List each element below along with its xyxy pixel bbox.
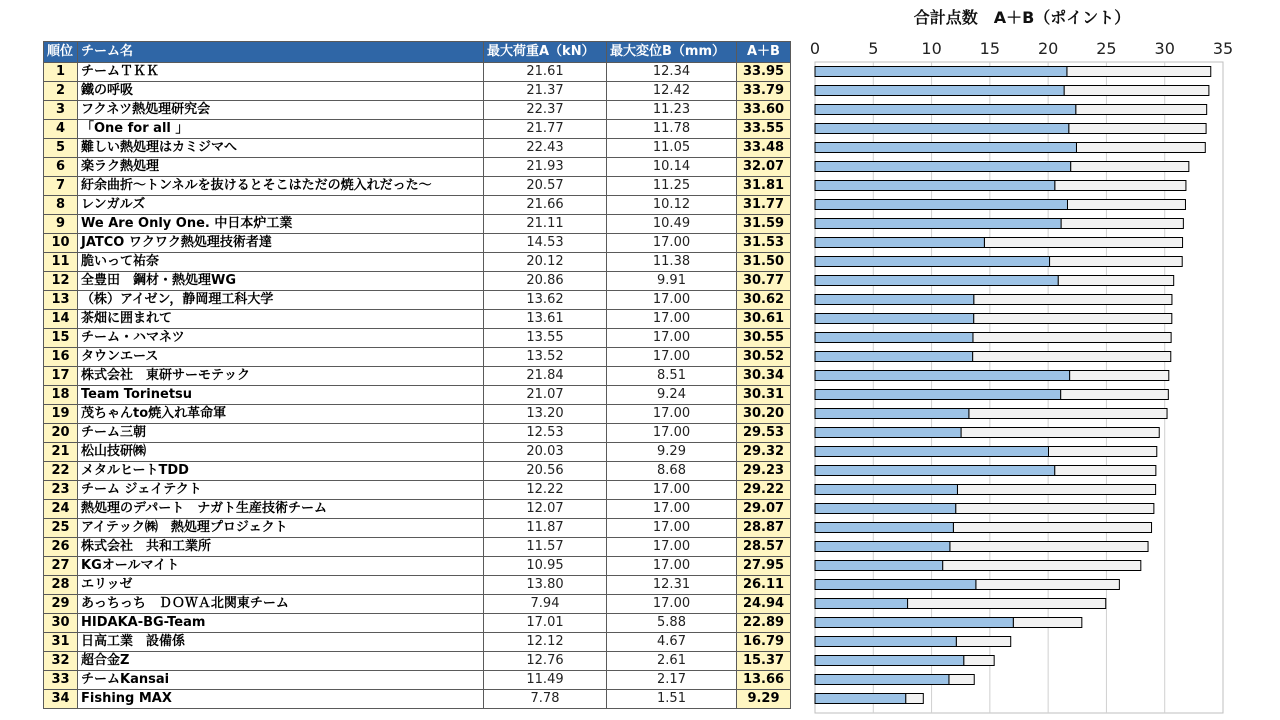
team-name-cell: 株式会社 共和工業所 bbox=[78, 538, 484, 557]
team-name-cell: チーム ジェイテクト bbox=[78, 481, 484, 500]
rank-cell: 16 bbox=[44, 348, 78, 367]
max-displacement-cell: 11.05 bbox=[607, 139, 737, 158]
bar-group bbox=[815, 219, 1183, 229]
bar-group bbox=[815, 371, 1169, 381]
total-score-cell: 33.48 bbox=[737, 139, 791, 158]
total-score-cell: 29.32 bbox=[737, 443, 791, 462]
max-displacement-cell: 17.00 bbox=[607, 405, 737, 424]
x-tick-label: 20 bbox=[1037, 39, 1059, 58]
bar-segment-a bbox=[815, 618, 1013, 628]
bar-segment-b bbox=[1076, 143, 1205, 153]
team-name-cell: チーム・ハマネツ bbox=[78, 329, 484, 348]
bar-group bbox=[815, 637, 1011, 647]
team-name-cell: We Are Only One. 中日本炉工業 bbox=[78, 215, 484, 234]
bar-segment-b bbox=[974, 314, 1172, 324]
max-load-cell: 13.61 bbox=[484, 310, 607, 329]
bar-segment-a bbox=[815, 485, 957, 495]
total-score-cell: 31.53 bbox=[737, 234, 791, 253]
total-score-cell: 30.55 bbox=[737, 329, 791, 348]
header-total: A＋B bbox=[737, 42, 791, 63]
rank-cell: 10 bbox=[44, 234, 78, 253]
bar-segment-a bbox=[815, 371, 1070, 381]
team-name-cell: 鐵の呼吸 bbox=[78, 82, 484, 101]
max-load-cell: 10.95 bbox=[484, 557, 607, 576]
bar-segment-a bbox=[815, 86, 1064, 96]
bar-segment-a bbox=[815, 466, 1055, 476]
bar-segment-b bbox=[974, 295, 1172, 305]
max-load-cell: 22.43 bbox=[484, 139, 607, 158]
rank-cell: 24 bbox=[44, 500, 78, 519]
bar-group bbox=[815, 314, 1172, 324]
team-name-cell: 難しい熱処理はカミジマへ bbox=[78, 139, 484, 158]
rank-cell: 1 bbox=[44, 63, 78, 82]
bar-segment-b bbox=[969, 409, 1167, 419]
max-load-cell: 12.53 bbox=[484, 424, 607, 443]
rank-cell: 34 bbox=[44, 690, 78, 709]
team-name-cell: エリッゼ bbox=[78, 576, 484, 595]
team-name-cell: メタルヒートTDD bbox=[78, 462, 484, 481]
max-displacement-cell: 11.25 bbox=[607, 177, 737, 196]
rank-cell: 25 bbox=[44, 519, 78, 538]
total-score-cell: 33.60 bbox=[737, 101, 791, 120]
bar-segment-b bbox=[1067, 67, 1211, 77]
max-load-cell: 12.22 bbox=[484, 481, 607, 500]
max-load-cell: 13.80 bbox=[484, 576, 607, 595]
team-name-cell: 紆余曲折～トンネルを抜けるとそこはただの焼入れだった～ bbox=[78, 177, 484, 196]
team-name-cell: （株）アイゼン，静岡理工科大学 bbox=[78, 291, 484, 310]
bar-segment-a bbox=[815, 675, 949, 685]
max-load-cell: 11.87 bbox=[484, 519, 607, 538]
bar-segment-b bbox=[943, 561, 1141, 571]
bar-segment-a bbox=[815, 637, 956, 647]
bar-group bbox=[815, 67, 1211, 77]
bar-group bbox=[815, 105, 1207, 115]
bar-segment-a bbox=[815, 561, 943, 571]
bar-segment-b bbox=[950, 542, 1148, 552]
grid-lines bbox=[815, 62, 1223, 713]
team-name-cell: 株式会社 東研サーモテック bbox=[78, 367, 484, 386]
total-score-cell: 30.62 bbox=[737, 291, 791, 310]
total-score-cell: 30.20 bbox=[737, 405, 791, 424]
rank-cell: 12 bbox=[44, 272, 78, 291]
bar-group bbox=[815, 390, 1168, 400]
max-displacement-cell: 17.00 bbox=[607, 329, 737, 348]
bar-segment-b bbox=[984, 238, 1182, 248]
total-score-cell: 26.11 bbox=[737, 576, 791, 595]
rank-cell: 33 bbox=[44, 671, 78, 690]
bar-segment-a bbox=[815, 599, 908, 609]
total-score-cell: 31.50 bbox=[737, 253, 791, 272]
rank-cell: 29 bbox=[44, 595, 78, 614]
bar-segment-a bbox=[815, 257, 1050, 267]
rank-cell: 15 bbox=[44, 329, 78, 348]
max-load-cell: 20.56 bbox=[484, 462, 607, 481]
total-score-cell: 30.52 bbox=[737, 348, 791, 367]
bar-segment-b bbox=[1071, 162, 1189, 172]
total-score-cell: 30.31 bbox=[737, 386, 791, 405]
x-axis-ticks bbox=[810, 39, 1233, 58]
header-max-displacement-b: 最大変位B（mm） bbox=[607, 42, 737, 63]
max-displacement-cell: 2.61 bbox=[607, 652, 737, 671]
bar-group bbox=[815, 86, 1209, 96]
bar-group bbox=[815, 618, 1082, 628]
team-name-cell: チーム三朝 bbox=[78, 424, 484, 443]
max-displacement-cell: 12.34 bbox=[607, 63, 737, 82]
bar-segment-b bbox=[956, 637, 1010, 647]
max-displacement-cell: 9.91 bbox=[607, 272, 737, 291]
rank-cell: 27 bbox=[44, 557, 78, 576]
header-max-load-a: 最大荷重A（kN） bbox=[484, 42, 607, 63]
x-tick-label: 30 bbox=[1154, 39, 1175, 58]
bar-segment-b bbox=[949, 675, 974, 685]
max-displacement-cell: 17.00 bbox=[607, 557, 737, 576]
rank-cell: 9 bbox=[44, 215, 78, 234]
bar-segment-a bbox=[815, 694, 906, 704]
bar-segment-b bbox=[1064, 86, 1209, 96]
bar-segment-b bbox=[961, 428, 1159, 438]
bar-group bbox=[815, 257, 1182, 267]
max-displacement-cell: 8.68 bbox=[607, 462, 737, 481]
max-load-cell: 12.07 bbox=[484, 500, 607, 519]
bar-segment-a bbox=[815, 447, 1048, 457]
plot-frame bbox=[815, 62, 1223, 713]
bar-segment-b bbox=[1067, 200, 1185, 210]
team-name-cell: レンガルズ bbox=[78, 196, 484, 215]
max-displacement-cell: 12.42 bbox=[607, 82, 737, 101]
rank-cell: 2 bbox=[44, 82, 78, 101]
rank-cell: 5 bbox=[44, 139, 78, 158]
max-load-cell: 12.76 bbox=[484, 652, 607, 671]
bar-segment-a bbox=[815, 219, 1061, 229]
bar-group bbox=[815, 466, 1156, 476]
chart-title: 合計点数 A＋B（ポイント） bbox=[913, 8, 1131, 27]
max-displacement-cell: 1.51 bbox=[607, 690, 737, 709]
max-load-cell: 14.53 bbox=[484, 234, 607, 253]
bar-segment-b bbox=[1058, 276, 1174, 286]
bar-group bbox=[815, 238, 1183, 248]
team-name-cell: 脆いって祐奈 bbox=[78, 253, 484, 272]
rank-cell: 31 bbox=[44, 633, 78, 652]
bar-segment-a bbox=[815, 656, 964, 666]
rank-cell: 4 bbox=[44, 120, 78, 139]
max-load-cell: 20.86 bbox=[484, 272, 607, 291]
max-displacement-cell: 17.00 bbox=[607, 500, 737, 519]
max-displacement-cell: 17.00 bbox=[607, 519, 737, 538]
bar-segment-a bbox=[815, 181, 1055, 191]
rank-cell: 32 bbox=[44, 652, 78, 671]
bar-segment-a bbox=[815, 428, 961, 438]
bar-segment-b bbox=[1050, 257, 1183, 267]
bar-segment-a bbox=[815, 238, 984, 248]
bar-segment-a bbox=[815, 523, 953, 533]
max-load-cell: 20.03 bbox=[484, 443, 607, 462]
bar-segment-b bbox=[953, 523, 1151, 533]
total-score-cell: 27.95 bbox=[737, 557, 791, 576]
x-tick-label: 0 bbox=[809, 39, 821, 58]
team-name-cell: 日高工業 設備係 bbox=[78, 633, 484, 652]
total-score-cell: 13.66 bbox=[737, 671, 791, 690]
total-score-cell: 33.79 bbox=[737, 82, 791, 101]
max-displacement-cell: 2.17 bbox=[607, 671, 737, 690]
bar-group bbox=[815, 333, 1171, 343]
max-load-cell: 17.01 bbox=[484, 614, 607, 633]
bar-group bbox=[815, 447, 1157, 457]
total-score-cell: 31.59 bbox=[737, 215, 791, 234]
total-score-cell: 29.07 bbox=[737, 500, 791, 519]
bar-segment-b bbox=[1061, 219, 1183, 229]
team-name-cell: HIDAKA-BG-Team bbox=[78, 614, 484, 633]
bar-group bbox=[815, 694, 923, 704]
bar-segment-a bbox=[815, 314, 974, 324]
bar-segment-b bbox=[976, 580, 1119, 590]
bar-group bbox=[815, 181, 1186, 191]
bar-segment-b bbox=[1055, 181, 1186, 191]
max-displacement-cell: 17.00 bbox=[607, 234, 737, 253]
team-name-cell: タウンエース bbox=[78, 348, 484, 367]
team-name-cell: 茶畑に囲まれて bbox=[78, 310, 484, 329]
max-displacement-cell: 17.00 bbox=[607, 310, 737, 329]
bar-segment-a bbox=[815, 143, 1076, 153]
max-load-cell: 21.84 bbox=[484, 367, 607, 386]
bar-segment-a bbox=[815, 580, 976, 590]
bars bbox=[815, 67, 1211, 704]
bar-group bbox=[815, 675, 974, 685]
max-displacement-cell: 12.31 bbox=[607, 576, 737, 595]
rank-cell: 28 bbox=[44, 576, 78, 595]
bar-segment-b bbox=[1013, 618, 1082, 628]
total-score-cell: 30.77 bbox=[737, 272, 791, 291]
team-name-cell: JATCO ワクワク熱処理技術者達 bbox=[78, 234, 484, 253]
x-tick-label: 15 bbox=[979, 39, 1001, 58]
rank-cell: 3 bbox=[44, 101, 78, 120]
bar-segment-b bbox=[1048, 447, 1156, 457]
rank-cell: 17 bbox=[44, 367, 78, 386]
rank-cell: 13 bbox=[44, 291, 78, 310]
total-score-cell: 33.55 bbox=[737, 120, 791, 139]
rank-cell: 22 bbox=[44, 462, 78, 481]
bar-segment-b bbox=[956, 504, 1154, 514]
bar-group bbox=[815, 504, 1154, 514]
rank-cell: 21 bbox=[44, 443, 78, 462]
bar-segment-a bbox=[815, 162, 1071, 172]
bar-group bbox=[815, 352, 1171, 362]
bar-group bbox=[815, 542, 1148, 552]
max-displacement-cell: 17.00 bbox=[607, 538, 737, 557]
max-displacement-cell: 10.12 bbox=[607, 196, 737, 215]
max-displacement-cell: 5.88 bbox=[607, 614, 737, 633]
max-displacement-cell: 11.23 bbox=[607, 101, 737, 120]
bar-segment-b bbox=[906, 694, 924, 704]
bar-segment-b bbox=[964, 656, 994, 666]
bar-group bbox=[815, 295, 1172, 305]
x-tick-label: 35 bbox=[1212, 39, 1234, 58]
max-load-cell: 20.57 bbox=[484, 177, 607, 196]
bar-segment-b bbox=[1055, 466, 1156, 476]
total-score-cell: 29.22 bbox=[737, 481, 791, 500]
total-score-cell: 30.34 bbox=[737, 367, 791, 386]
max-displacement-cell: 11.38 bbox=[607, 253, 737, 272]
rank-cell: 23 bbox=[44, 481, 78, 500]
max-load-cell: 13.20 bbox=[484, 405, 607, 424]
bar-group bbox=[815, 409, 1167, 419]
total-score-cell: 15.37 bbox=[737, 652, 791, 671]
rank-cell: 8 bbox=[44, 196, 78, 215]
rank-cell: 14 bbox=[44, 310, 78, 329]
bar-segment-a bbox=[815, 504, 956, 514]
bar-group bbox=[815, 599, 1106, 609]
team-name-cell: Fishing MAX bbox=[78, 690, 484, 709]
max-displacement-cell: 4.67 bbox=[607, 633, 737, 652]
total-score-cell: 31.81 bbox=[737, 177, 791, 196]
team-name-cell: アイテック㈱ 熱処理プロジェクト bbox=[78, 519, 484, 538]
team-name-cell: 熱処理のデパート ナガト生産技術チーム bbox=[78, 500, 484, 519]
x-tick-label: 10 bbox=[921, 39, 942, 58]
max-load-cell: 21.37 bbox=[484, 82, 607, 101]
rank-cell: 6 bbox=[44, 158, 78, 177]
max-displacement-cell: 9.24 bbox=[607, 386, 737, 405]
rank-cell: 19 bbox=[44, 405, 78, 424]
max-displacement-cell: 17.00 bbox=[607, 481, 737, 500]
max-displacement-cell: 9.29 bbox=[607, 443, 737, 462]
bar-group bbox=[815, 428, 1159, 438]
bar-group bbox=[815, 162, 1189, 172]
bar-segment-a bbox=[815, 295, 974, 305]
bar-segment-b bbox=[1070, 371, 1169, 381]
total-score-cell: 33.95 bbox=[737, 63, 791, 82]
team-name-cell: 松山技研㈱ bbox=[78, 443, 484, 462]
total-score-cell: 28.57 bbox=[737, 538, 791, 557]
team-name-cell: Team Torinetsu bbox=[78, 386, 484, 405]
max-displacement-cell: 17.00 bbox=[607, 291, 737, 310]
rank-cell: 7 bbox=[44, 177, 78, 196]
x-tick-label: 25 bbox=[1096, 39, 1117, 58]
bar-group bbox=[815, 580, 1119, 590]
bar-segment-a bbox=[815, 352, 973, 362]
bar-group bbox=[815, 276, 1174, 286]
max-load-cell: 11.57 bbox=[484, 538, 607, 557]
bar-segment-a bbox=[815, 105, 1076, 115]
rank-cell: 30 bbox=[44, 614, 78, 633]
max-load-cell: 21.66 bbox=[484, 196, 607, 215]
team-name-cell: 楽ラク熱処理 bbox=[78, 158, 484, 177]
rank-cell: 18 bbox=[44, 386, 78, 405]
max-displacement-cell: 17.00 bbox=[607, 424, 737, 443]
team-name-cell: 「One for all 」 bbox=[78, 120, 484, 139]
bar-segment-b bbox=[1061, 390, 1169, 400]
bar-segment-b bbox=[957, 485, 1155, 495]
team-name-cell: 全豊田 鋼材・熱処理WG bbox=[78, 272, 484, 291]
bar-group bbox=[815, 200, 1185, 210]
max-displacement-cell: 17.00 bbox=[607, 595, 737, 614]
total-score-cell: 16.79 bbox=[737, 633, 791, 652]
bar-segment-b bbox=[908, 599, 1106, 609]
header-team: チーム名 bbox=[78, 42, 484, 63]
bar-group bbox=[815, 485, 1156, 495]
max-displacement-cell: 17.00 bbox=[607, 348, 737, 367]
bar-group bbox=[815, 143, 1205, 153]
max-load-cell: 21.61 bbox=[484, 63, 607, 82]
max-load-cell: 7.78 bbox=[484, 690, 607, 709]
bar-segment-a bbox=[815, 390, 1061, 400]
total-score-cell: 32.07 bbox=[737, 158, 791, 177]
total-score-cell: 31.77 bbox=[737, 196, 791, 215]
bar-segment-a bbox=[815, 409, 969, 419]
bar-segment-a bbox=[815, 333, 973, 343]
bar-segment-a bbox=[815, 124, 1069, 134]
x-tick-label: 5 bbox=[868, 39, 879, 58]
max-load-cell: 21.07 bbox=[484, 386, 607, 405]
bar-group bbox=[815, 523, 1152, 533]
team-name-cell: チームKansai bbox=[78, 671, 484, 690]
bar-segment-a bbox=[815, 200, 1067, 210]
bar-segment-a bbox=[815, 542, 950, 552]
team-name-cell: チームＴＫＫ bbox=[78, 63, 484, 82]
bar-segment-a bbox=[815, 276, 1058, 286]
bar-segment-a bbox=[815, 67, 1067, 77]
max-displacement-cell: 10.49 bbox=[607, 215, 737, 234]
bar-segment-b bbox=[1076, 105, 1207, 115]
rank-cell: 20 bbox=[44, 424, 78, 443]
max-load-cell: 13.62 bbox=[484, 291, 607, 310]
bar-group bbox=[815, 561, 1141, 571]
max-load-cell: 20.12 bbox=[484, 253, 607, 272]
bar-segment-b bbox=[973, 333, 1171, 343]
max-load-cell: 21.77 bbox=[484, 120, 607, 139]
total-score-cell: 29.53 bbox=[737, 424, 791, 443]
bar-group bbox=[815, 656, 994, 666]
rank-cell: 11 bbox=[44, 253, 78, 272]
max-load-cell: 7.94 bbox=[484, 595, 607, 614]
max-load-cell: 12.12 bbox=[484, 633, 607, 652]
max-displacement-cell: 11.78 bbox=[607, 120, 737, 139]
max-displacement-cell: 8.51 bbox=[607, 367, 737, 386]
team-name-cell: あっちっち ＤＯＷＡ北関東チーム bbox=[78, 595, 484, 614]
team-name-cell: KGオールマイト bbox=[78, 557, 484, 576]
total-score-cell: 22.89 bbox=[737, 614, 791, 633]
total-score-cell: 28.87 bbox=[737, 519, 791, 538]
total-score-cell: 9.29 bbox=[737, 690, 791, 709]
bar-segment-b bbox=[973, 352, 1171, 362]
team-name-cell: 超合金Z bbox=[78, 652, 484, 671]
max-load-cell: 22.37 bbox=[484, 101, 607, 120]
header-rank: 順位 bbox=[44, 42, 78, 63]
bar-group bbox=[815, 124, 1206, 134]
max-load-cell: 21.93 bbox=[484, 158, 607, 177]
total-score-cell: 30.61 bbox=[737, 310, 791, 329]
rank-cell: 26 bbox=[44, 538, 78, 557]
team-name-cell: 茂ちゃんto焼入れ革命軍 bbox=[78, 405, 484, 424]
max-load-cell: 13.52 bbox=[484, 348, 607, 367]
max-load-cell: 11.49 bbox=[484, 671, 607, 690]
bar-segment-b bbox=[1069, 124, 1206, 134]
max-load-cell: 21.11 bbox=[484, 215, 607, 234]
max-displacement-cell: 10.14 bbox=[607, 158, 737, 177]
team-name-cell: フクネツ熱処理研究会 bbox=[78, 101, 484, 120]
total-score-cell: 24.94 bbox=[737, 595, 791, 614]
max-load-cell: 13.55 bbox=[484, 329, 607, 348]
total-score-cell: 29.23 bbox=[737, 462, 791, 481]
